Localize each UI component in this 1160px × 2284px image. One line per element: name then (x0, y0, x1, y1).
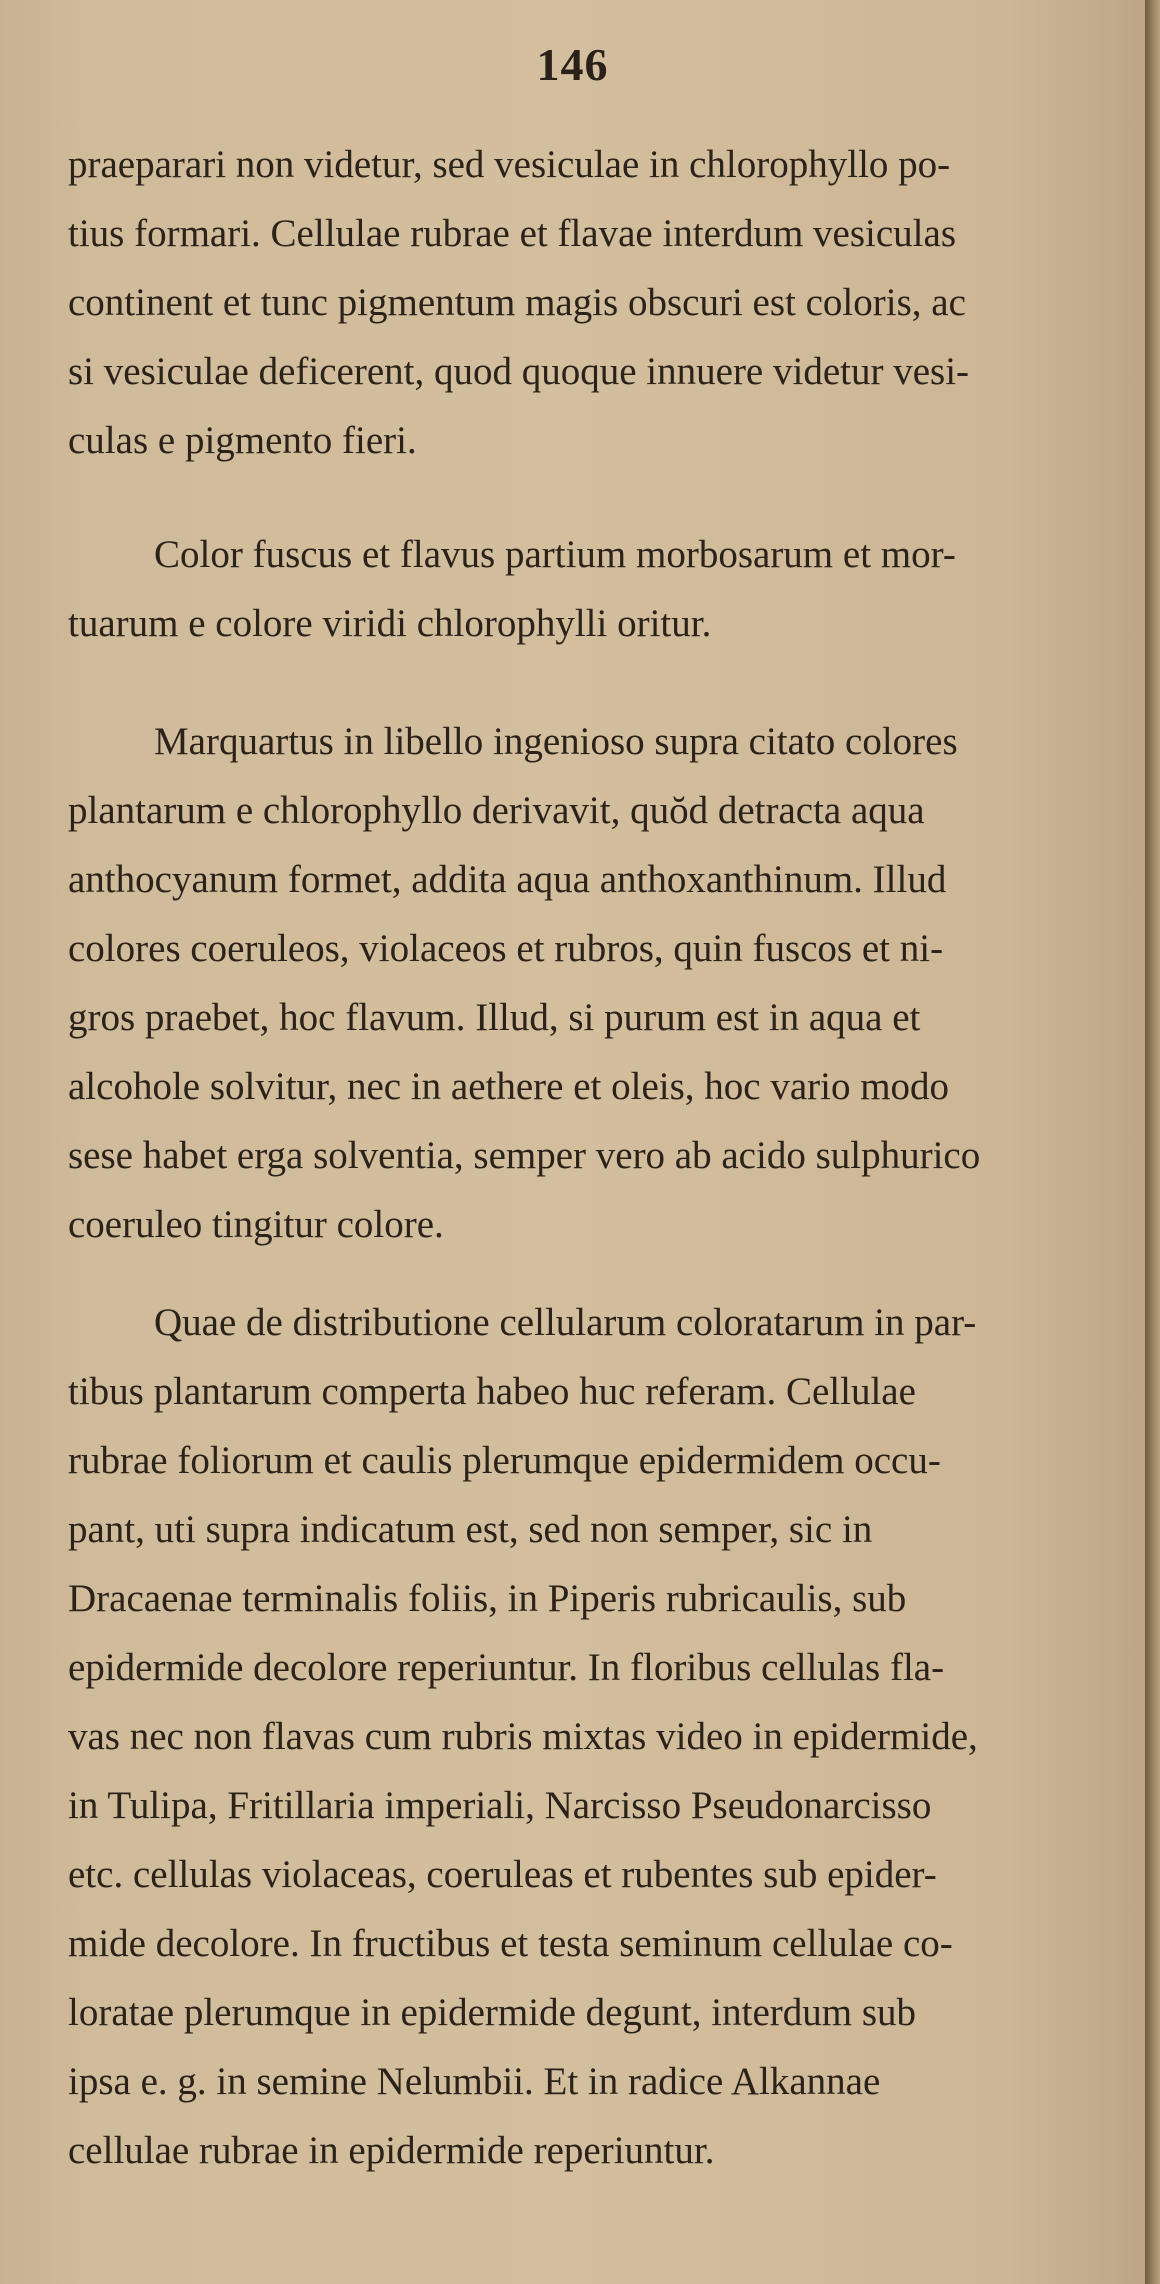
text-line: gros praebet, hoc flavum. Illud, si purum est in aqua et (68, 996, 921, 1039)
text-line: anthocyanum formet, addita aqua anthoxanthinum. Illud (68, 858, 947, 901)
text-line: sese habet erga solventia, semper vero ab acido sulphurico (68, 1134, 981, 1177)
paragraph-4 (68, 1288, 1118, 2185)
text-line: etc. cellulas violaceas, coeruleas et rubentes sub epider- (68, 1853, 937, 1896)
text-line: Color fuscus et flavus partium morbosarum et mor- (154, 533, 956, 576)
text-line: coeruleo tingitur colore. (68, 1203, 444, 1246)
text-line: vas nec non flavas cum rubris mixtas video in epidermide, (68, 1715, 978, 1758)
text-line: colores coeruleos, violaceos et rubros, quin fuscos et ni- (68, 927, 944, 970)
text-line: in Tulipa, Fritillaria imperiali, Narcisso Pseudonarcisso (68, 1784, 932, 1827)
text-line: epidermide decolore reperiuntur. In floribus cellulas fla- (68, 1646, 945, 1689)
page-edge-shadow (1145, 0, 1160, 2284)
text-line: Marquartus in libello ingenioso supra citato colores (154, 720, 958, 763)
paragraph-2 (68, 520, 1118, 658)
paragraph-1 (68, 130, 1118, 475)
paragraph-3 (68, 707, 1118, 1259)
text-line: mide decolore. In fructibus et testa seminum cellulae co- (68, 1922, 953, 1965)
page-number: 146 (536, 39, 609, 90)
text-line: continent et tunc pigmentum magis obscuri est coloris, ac (68, 281, 966, 324)
text-line: Dracaenae terminalis foliis, in Piperis rubricaulis, sub (68, 1577, 907, 1620)
text-line: ipsa e. g. in semine Nelumbii. Et in radice Alkannae (68, 2060, 881, 2103)
text-line: tius formari. Cellulae rubrae et flavae interdum vesiculas (68, 212, 956, 255)
text-line: alcohole solvitur, nec in aethere et oleis, hoc vario modo (68, 1065, 950, 1108)
text-line: pant, uti supra indicatum est, sed non semper, sic in (68, 1508, 873, 1551)
text-line: plantarum e chlorophyllo derivavit, quŏd detracta aqua (68, 789, 925, 832)
text-line: tuarum e colore viridi chlorophylli oritur. (68, 602, 712, 645)
text-line: loratae plerumque in epidermide degunt, interdum sub (68, 1991, 917, 2034)
text-line: cellulae rubrae in epidermide reperiuntur. (68, 2129, 715, 2172)
text-line: rubrae foliorum et caulis plerumque epidermidem occu- (68, 1439, 941, 1482)
text-line: tibus plantarum comperta habeo huc referam. Cellulae (68, 1370, 916, 1413)
text-line: si vesiculae deficerent, quod quoque innuere videtur vesi- (68, 350, 970, 393)
text-line: Quae de distributione cellularum coloratarum in par- (154, 1301, 977, 1344)
text-line: culas e pigmento fieri. (68, 419, 417, 462)
text-line: praeparari non videtur, sed vesiculae in chlorophyllo po- (68, 143, 951, 186)
